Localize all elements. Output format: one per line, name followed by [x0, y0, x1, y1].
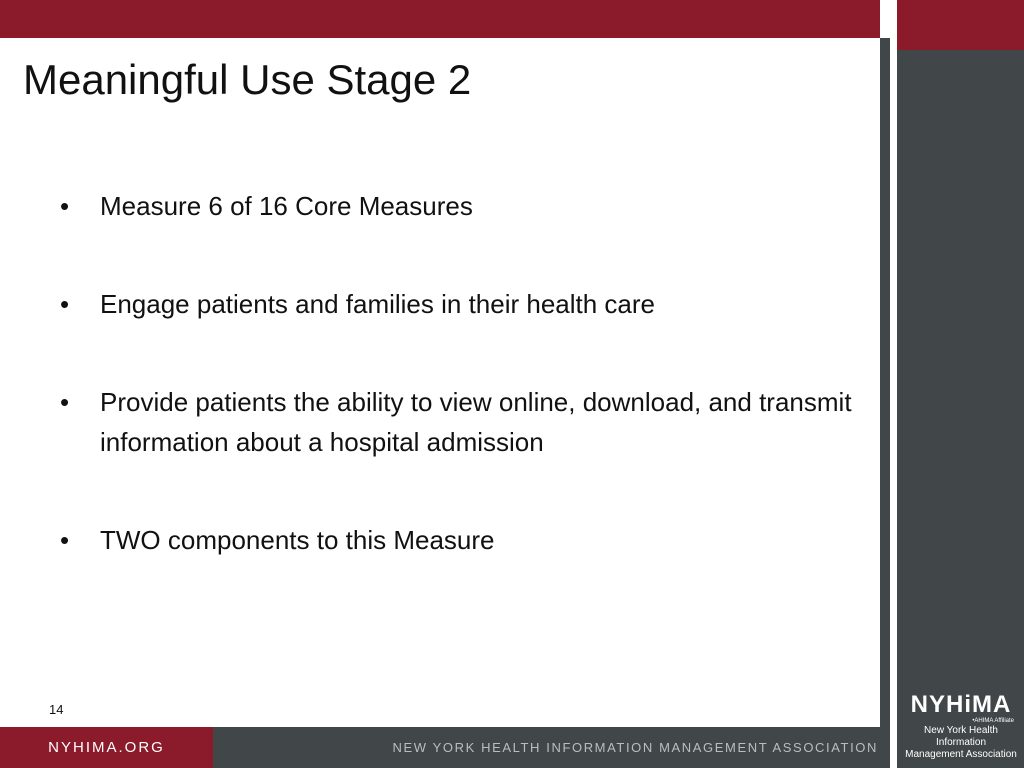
bullet-icon: • [60, 525, 70, 555]
top-banner-bar-right [897, 0, 1024, 50]
logo-line-1: New York Health Information [924, 725, 998, 748]
footer-organization-block [213, 727, 880, 768]
logo-line-2: Management Association [905, 749, 1017, 760]
bullet-text: Engage patients and families in their health care [100, 289, 656, 319]
side-panel-strip [880, 38, 890, 768]
nyhima-logo [900, 693, 1022, 765]
footer-organization-name: NEW YORK HEALTH INFORMATION MANAGEMENT ASSOCIATION [392, 740, 878, 755]
page-number: 14 [49, 702, 64, 717]
footer-website-block [0, 727, 213, 768]
bullet-list [60, 186, 860, 618]
bullet-text: Measure 6 of 16 Core Measures [100, 191, 473, 221]
vertical-divider [890, 0, 897, 768]
bullet-item [60, 382, 860, 462]
side-panel [897, 50, 1024, 768]
slide-title: Meaningful Use Stage 2 [23, 56, 472, 103]
bullet-text: TWO components to this Measure [100, 525, 495, 555]
top-banner-bar [0, 0, 880, 38]
logo-affiliate-tag: •AHIMA Affiliate [972, 718, 1014, 724]
bullet-item [60, 284, 860, 324]
bullet-icon: • [60, 387, 70, 417]
bullet-item [60, 186, 860, 226]
bullet-item [60, 520, 860, 560]
footer-website-link[interactable]: NYHIMA.ORG [48, 739, 165, 756]
bullet-icon: • [60, 289, 70, 319]
bullet-text: Provide patients the ability to view online, download, and transmit information about a hospital admission [100, 387, 852, 457]
bullet-icon: • [60, 191, 70, 221]
logo-wordmark: NYHiMA [910, 691, 1012, 718]
